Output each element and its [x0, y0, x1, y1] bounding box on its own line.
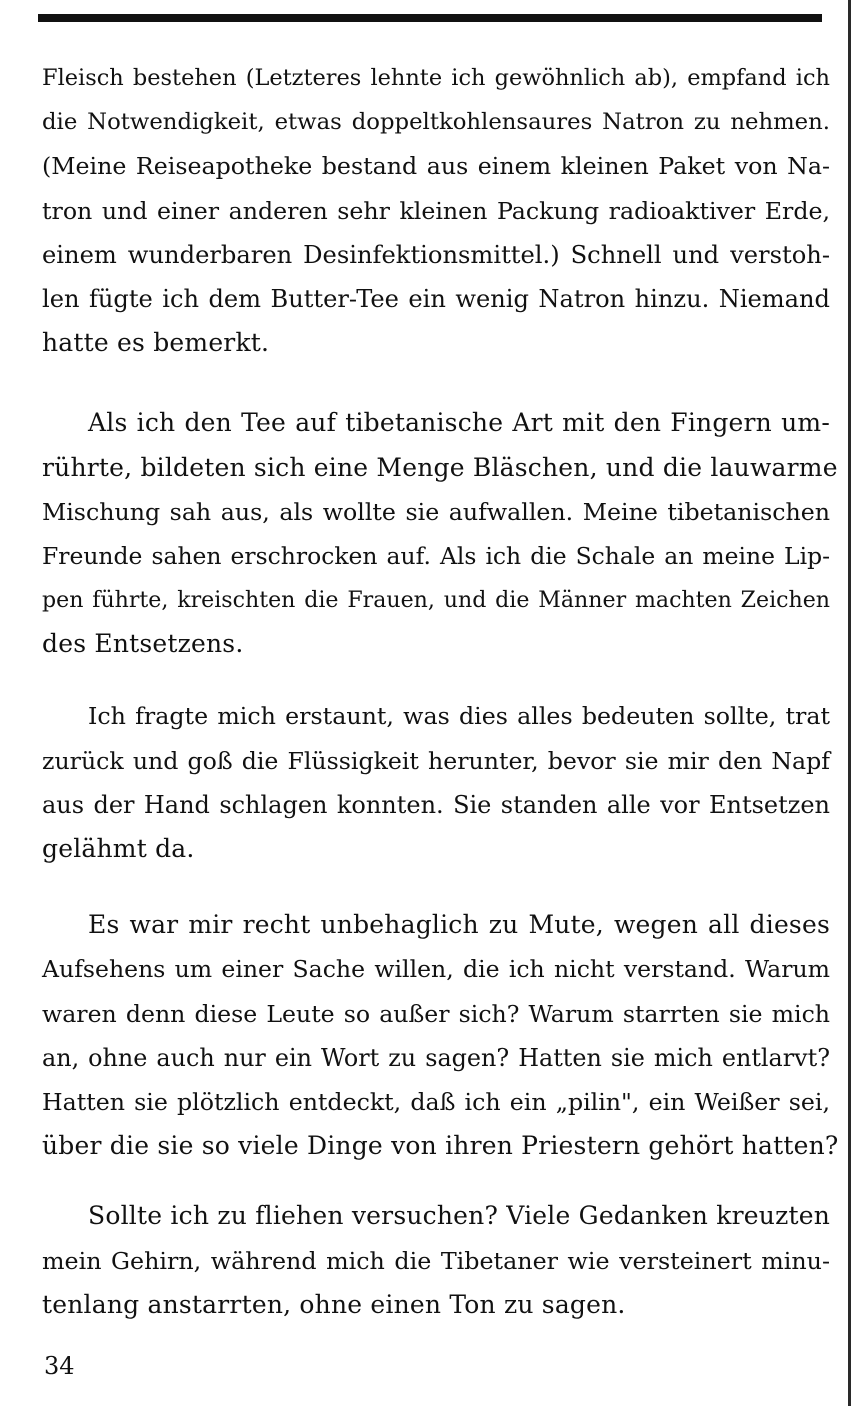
text-line: des Entsetzens.: [42, 629, 244, 659]
text-line: einem wunderbaren Desinfektionsmittel.) Schnell und verstoh-: [42, 240, 830, 269]
body-text: [42, 56, 839, 1357]
text-line: zurück und goß die Flüssigkeit herunter, bevor sie mir den Napf: [42, 746, 830, 775]
paragraph-2: [42, 401, 838, 666]
text-line: gelähmt da.: [42, 834, 195, 863]
text-line: Sollte ich zu fliehen versuchen? Viele Gedanken kreuzten: [88, 1201, 830, 1231]
text-line: hatte es bemerkt.: [42, 328, 270, 358]
text-line: tenlang anstarrten, ohne einen Ton zu sagen.: [42, 1289, 626, 1319]
text-line: Freunde sahen erschrocken auf. Als ich die Schale an meine Lip-: [42, 541, 830, 570]
text-line: mein Gehirn, während mich die Tibetaner wie versteinert minu-: [42, 1246, 830, 1275]
text-line: Fleisch bestehen (Letzteres lehnte ich gewöhnlich ab), empfand ich: [42, 65, 830, 91]
page-edge-line: [848, 0, 851, 1406]
text-line: über die sie so viele Dinge von ihren Priestern gehört hatten?: [42, 1131, 839, 1161]
text-line: Als ich den Tee auf tibetanische Art mit den Fingern um-: [88, 408, 830, 438]
text-line: Aufsehens um einer Sache willen, die ich nicht verstand. Warum: [42, 955, 830, 984]
text-line: Es war mir recht unbehaglich zu Mute, wegen all dieses: [88, 910, 830, 940]
text-line: Ich fragte mich erstaunt, was dies alles bedeuten sollte, trat: [88, 702, 830, 731]
text-line: rührte, bildeten sich eine Menge Bläschen, und die lauwarme: [42, 452, 838, 482]
text-line: aus der Hand schlagen konnten. Sie standen alle vor Entsetzen: [42, 790, 830, 819]
text-line: Mischung sah aus, als wollte sie aufwallen. Meine tibetanischen: [42, 497, 830, 526]
text-line: Hatten sie plötzlich entdeckt, daß ich ein „pilin", ein Weißer sei,: [42, 1087, 830, 1116]
paragraph-4: [42, 903, 839, 1168]
text-line: len fügte ich dem Butter-Tee ein wenig Natron hinzu. Niemand: [42, 284, 830, 313]
text-line: tron und einer anderen sehr kleinen Packung radioaktiver Erde,: [42, 196, 830, 225]
text-line: die Notwendigkeit, etwas doppeltkohlensaures Natron zu nehmen.: [42, 109, 830, 136]
page-number: 34: [44, 1352, 75, 1380]
text-line: waren denn diese Leute so außer sich? Warum starrten sie mich: [42, 999, 830, 1028]
text-line: pen führte, kreischten die Frauen, und die Männer machten Zeichen: [42, 587, 830, 614]
paragraph-1: [42, 56, 830, 365]
paragraph-3: [42, 694, 830, 871]
text-line: (Meine Reiseapotheke bestand aus einem kleinen Paket von Na-: [42, 152, 830, 181]
paragraph-5: [42, 1194, 830, 1327]
top-rule: [38, 14, 822, 22]
text-line: an, ohne auch nur ein Wort zu sagen? Hatten sie mich entlarvt?: [42, 1043, 830, 1072]
